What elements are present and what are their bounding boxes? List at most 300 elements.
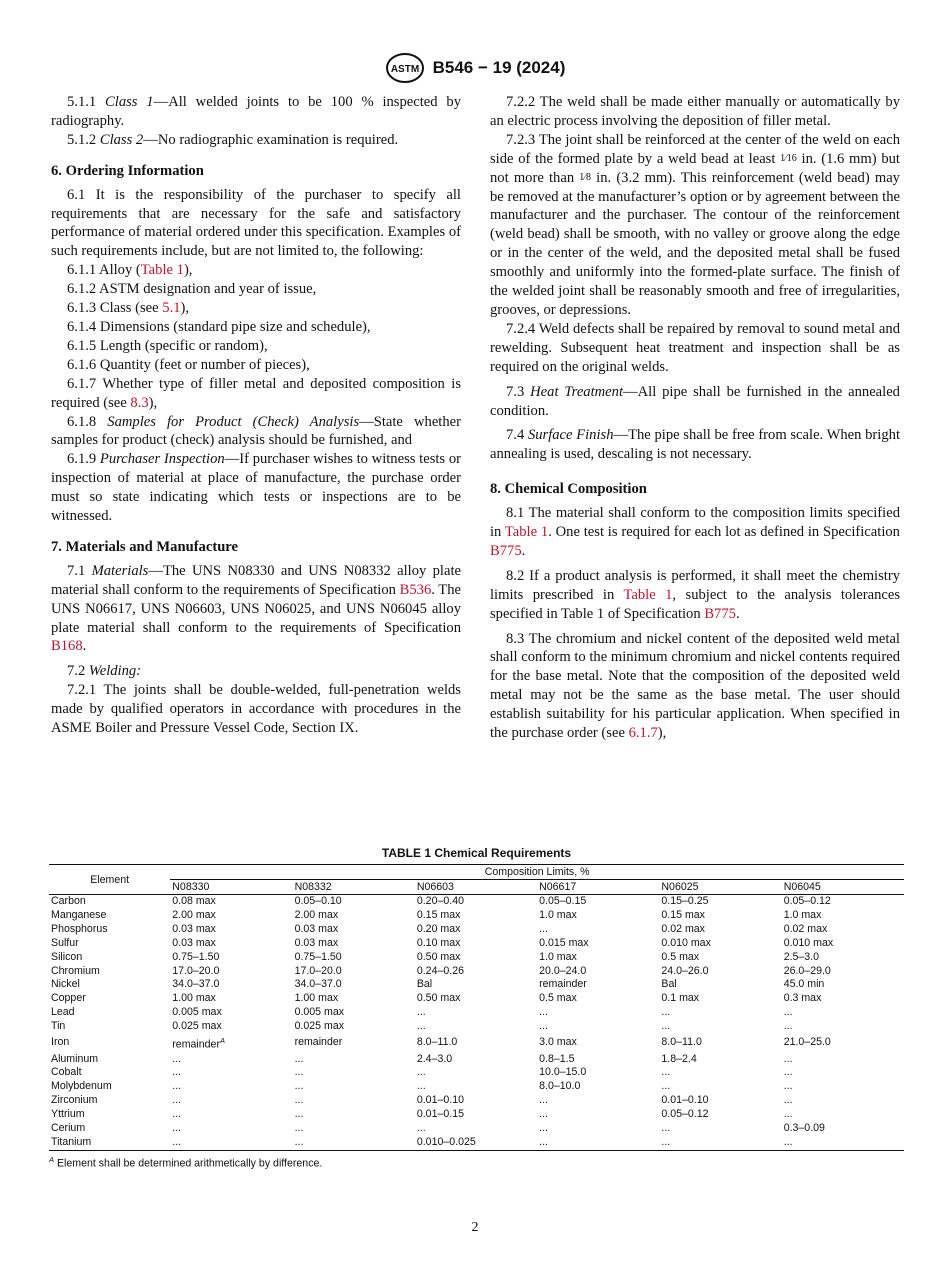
value-text: 0.3 max (783, 992, 822, 1005)
value-text: 2.5–3.0 (783, 950, 820, 963)
fraction: 1⁄8 (579, 171, 591, 183)
value-text: ... (783, 1094, 793, 1107)
value-text: ... (172, 1066, 182, 1079)
value-text: 17.0–20.0 (294, 964, 342, 977)
value-cell (293, 992, 415, 1006)
table-row (49, 1020, 904, 1034)
para-label: Purchaser Inspection (99, 451, 225, 468)
value-text: 0.20 max (416, 922, 461, 935)
para-text: in. (3.2 mm). This reinforcement (weld bead) may be removed at the manufacturer’s option or by agreement between the manufacturer and the purchaser. The contour of the reinforcement (weld bead) shall be smooth, with no valley or groove along the edge or in the center of the weld, and the deposited metal shall be fused smoothly and uniformly into the formed-plate surface. The finish of the welded joint shall be reasonably smooth and free of irregularities, grooves, or depressions. (490, 169, 900, 318)
value-text: remainder (294, 1036, 343, 1049)
value-text: ... (294, 1108, 304, 1121)
element-cell: Zirconium (51, 1094, 98, 1107)
value-cell (293, 1080, 415, 1094)
para-num: 7.4 (506, 427, 525, 444)
value-cell (659, 951, 781, 965)
para-text: 6.1.7 Whether type of filler metal and deposited composition is required (see (51, 375, 461, 411)
para-text: 8.2 If a product analysis is performed, it shall meet the chemistry limits prescribed in (490, 567, 900, 603)
value-cell (537, 1034, 659, 1052)
value-cell (293, 1006, 415, 1020)
value-cell (170, 951, 292, 965)
para-text: . One test is required for each lot as defined in Specification (548, 524, 900, 541)
para-text: . (82, 638, 87, 655)
value-text: 1.0 max (783, 908, 822, 921)
value-cell (659, 1122, 781, 1136)
value-text: ... (172, 1108, 182, 1121)
value-cell (537, 965, 659, 979)
value-cell (659, 1066, 781, 1080)
table-header-row (49, 865, 904, 880)
value-text: ... (539, 922, 548, 935)
element-cell: Iron (51, 1036, 70, 1049)
value-cell (782, 978, 904, 992)
value-cell (293, 978, 415, 992)
table-body (49, 895, 904, 1151)
table-row (49, 895, 904, 909)
value-text: ... (661, 1020, 671, 1033)
value-cell (293, 1053, 415, 1067)
value-text: 1.8–2.4 (661, 1052, 697, 1065)
value-cell (293, 1094, 415, 1108)
value-cell (170, 1053, 292, 1067)
value-text: 0.50 max (416, 950, 461, 963)
value-cell (782, 1094, 904, 1108)
value-cell (293, 1034, 415, 1052)
table-1-link[interactable]: Table 1 (623, 586, 673, 603)
paragraph-6-1-6: 6.1.6 Quantity (feet or number of pieces), (67, 356, 310, 373)
table-row (49, 1034, 904, 1052)
right-column (490, 93, 900, 743)
value-text: ... (661, 1122, 671, 1135)
value-text: 8.0–11.0 (416, 1036, 458, 1049)
value-cell (170, 965, 292, 979)
value-text: ... (783, 1052, 793, 1065)
value-cell (537, 951, 659, 965)
para-label: Samples for Product (Check) Analysis (107, 413, 360, 430)
para-text: —All welded joints to be 100 % inspected by radiography. (51, 94, 461, 129)
value-cell (170, 1108, 292, 1122)
value-text: ... (783, 1066, 793, 1079)
value-text: 0.50 max (416, 992, 461, 1005)
paragraph-7-4 (490, 426, 900, 464)
para-text: . (735, 605, 740, 622)
value-cell (782, 965, 904, 979)
para-text: —If purchaser wishes to witness tests or inspection of material at place of manufacture, the purchase order must so state indicating which tests or inspections are to be witnessed. (51, 451, 461, 525)
value-text: ... (416, 1066, 426, 1079)
table-row (49, 923, 904, 937)
value-text: ... (783, 1135, 793, 1148)
value-text: 0.5 max (539, 992, 577, 1005)
value-cell (415, 937, 537, 951)
value-cell (659, 1136, 781, 1150)
value-text: 0.24–0.26 (416, 964, 464, 977)
value-cell (415, 1136, 537, 1150)
value-cell (659, 937, 781, 951)
value-cell (170, 978, 292, 992)
value-text: ... (172, 1122, 182, 1135)
alloy-header: N06603 (415, 880, 537, 895)
para-num: 6.1.8 (67, 413, 97, 430)
value-text: 8.0–10.0 (539, 1080, 581, 1093)
value-text: ... (539, 1135, 548, 1148)
para-num: 7.3 (506, 383, 525, 400)
paragraph-6-1-4: 6.1.4 Dimensions (standard pipe size and schedule), (67, 318, 371, 335)
value-cell (537, 923, 659, 937)
section-6-1-7-link[interactable]: 6.1.7 (628, 725, 658, 742)
value-cell (170, 909, 292, 923)
value-text: 24.0–26.0 (661, 964, 709, 977)
value-text: ... (783, 1108, 793, 1121)
paragraph-6-1-8 (51, 413, 461, 451)
value-text: 2.4–3.0 (416, 1052, 453, 1065)
chemical-requirements-table-block (49, 846, 904, 1169)
table-1-link[interactable]: Table 1 (140, 262, 184, 279)
footnote-ref: A (219, 1036, 225, 1046)
value-cell (659, 1053, 781, 1067)
para-label: Class 1 (105, 94, 154, 110)
value-cell (170, 937, 292, 951)
value-cell (415, 923, 537, 937)
value-text: 0.1 max (661, 992, 700, 1005)
b775-link[interactable]: B775 (490, 542, 522, 559)
value-text: 0.03 max (172, 936, 216, 949)
footnote-text: Element shall be determined arithmetically by difference. (54, 1157, 323, 1170)
para-num: 5.1.2 (67, 131, 97, 148)
value-cell (659, 1094, 781, 1108)
section-5-1-link[interactable]: 5.1 (162, 300, 181, 317)
value-text: 0.005 max (172, 1006, 222, 1019)
value-cell (170, 1006, 292, 1020)
value-text: ... (661, 1066, 671, 1079)
para-text: ), (148, 394, 158, 411)
para-text: ), (657, 725, 667, 742)
value-cell (782, 1136, 904, 1150)
para-text: ), (180, 300, 190, 317)
value-text: ... (294, 1122, 304, 1135)
value-text: remainder (539, 978, 587, 991)
value-text: ... (172, 1135, 182, 1148)
value-text: ... (172, 1052, 182, 1065)
element-cell: Lead (51, 1006, 75, 1019)
value-text: 0.010 max (661, 936, 711, 949)
value-text: 0.05–0.10 (294, 895, 342, 907)
value-text: 21.0–25.0 (783, 1036, 831, 1049)
table-row (49, 965, 904, 979)
value-cell (537, 909, 659, 923)
value-text: 0.15 max (416, 908, 461, 921)
value-text: 0.03 max (294, 922, 339, 935)
paragraph-5-1-1 (51, 93, 461, 131)
value-text: 0.01–0.10 (661, 1094, 709, 1107)
value-text: 0.015 max (539, 936, 589, 949)
para-text: 8.3 The chromium and nickel content of the deposited weld metal shall conform to the minimum chromium and nickel contents required for the base metal. Note that the composition of the deposited weld metal may not be the same as the base metal. The user should establish suitability for his particular application. When specified in the purchase order (see (490, 630, 900, 742)
paragraph-5-1-2 (51, 131, 461, 150)
value-text: 2.00 max (172, 908, 216, 921)
value-text: 34.0–37.0 (294, 978, 342, 991)
value-text: ... (661, 1006, 671, 1019)
value-text: ... (416, 1006, 426, 1019)
value-text: 0.10 max (416, 936, 461, 949)
table-row (49, 1066, 904, 1080)
para-text: —No radiographic examination is required. (143, 131, 399, 148)
value-cell (170, 1020, 292, 1034)
para-text: 7.2.3 The joint shall be reinforced at the center of the weld on each side of the formed plate by a weld bead at least (490, 131, 900, 167)
paragraph-8-2 (490, 567, 900, 624)
value-text: ... (294, 1094, 304, 1107)
value-text: 8.0–11.0 (661, 1036, 702, 1049)
value-cell (782, 1006, 904, 1020)
element-cell: Chromium (51, 964, 100, 977)
element-cell: Titanium (49, 1136, 170, 1150)
b168-link[interactable]: B168 (51, 638, 83, 655)
element-cell: Aluminum (51, 1052, 99, 1065)
para-label: Welding: (88, 663, 142, 680)
para-text: 6.1.3 Class (see (67, 300, 163, 317)
paragraph-8-3 (490, 630, 900, 743)
value-text: Bal (661, 978, 677, 991)
value-cell (415, 1094, 537, 1108)
value-cell (293, 1020, 415, 1034)
paragraph-7-1 (51, 562, 461, 657)
value-cell (659, 895, 781, 909)
value-cell (170, 1122, 292, 1136)
para-label: Heat Treatment (530, 383, 624, 400)
value-text: 2.00 max (294, 908, 339, 921)
value-text: ... (661, 1135, 671, 1148)
paragraph-6-1-7 (51, 375, 461, 413)
paragraph-6-1: 6.1 It is the responsibility of the purchaser to specify all requirements that are necessary for the safe and satisfactory performance of material ordered under this specification. Examples of such requirements include, but are not limited to, the following: (51, 186, 461, 260)
value-cell (293, 923, 415, 937)
value-text: ... (294, 1052, 304, 1065)
value-cell (782, 937, 904, 951)
element-cell: Yttrium (51, 1108, 85, 1121)
value-text: 0.03 max (172, 922, 216, 935)
para-text: in. (1.6 mm) but not more than (490, 150, 900, 186)
value-text: Bal (416, 978, 433, 991)
value-cell (170, 923, 292, 937)
alloy-header: N08330 (170, 880, 292, 895)
para-num: 6.1.9 (67, 451, 97, 468)
value-text: ... (539, 1108, 548, 1121)
table-row (49, 1136, 904, 1150)
paragraph-7-2 (51, 662, 461, 681)
value-text: 0.05–0.12 (783, 895, 831, 907)
table-row (49, 1094, 904, 1108)
value-cell (415, 978, 537, 992)
value-text: 0.05–0.15 (539, 895, 587, 907)
value-cell (659, 1108, 781, 1122)
paragraph-6-1-2: 6.1.2 ASTM designation and year of issue, (67, 281, 317, 298)
table-row (49, 1006, 904, 1020)
value-cell (415, 1122, 537, 1136)
fraction: 1⁄16 (780, 152, 797, 164)
value-text: 1.0 max (539, 950, 577, 963)
value-cell (537, 1006, 659, 1020)
table-row (49, 937, 904, 951)
paragraph-6-1-1 (51, 261, 461, 280)
para-label: Class 2 (99, 131, 144, 148)
value-text: 0.75–1.50 (294, 950, 342, 963)
value-cell (293, 909, 415, 923)
value-text: 20.0–24.0 (539, 964, 587, 977)
value-cell (659, 965, 781, 979)
value-cell (415, 1053, 537, 1067)
value-cell (170, 992, 292, 1006)
para-text: . The UNS N06617, UNS N06603, UNS N06025, and UNS N06045 alloy plate material shall conform to the requirements of Specification (51, 581, 461, 636)
value-text: 1.0 max (539, 908, 577, 921)
value-cell (415, 1034, 537, 1052)
element-cell: Nickel (51, 978, 80, 991)
value-cell (659, 978, 781, 992)
value-cell (170, 895, 292, 909)
value-cell (659, 1020, 781, 1034)
value-cell (170, 1080, 292, 1094)
table-title: TABLE 1 Chemical Requirements (381, 846, 572, 860)
value-text: 0.3–0.09 (783, 1122, 825, 1135)
value-cell (415, 1006, 537, 1020)
b775-link[interactable]: B775 (704, 605, 736, 622)
value-cell (659, 1034, 781, 1052)
value-cell (293, 1122, 415, 1136)
value-text: 0.02 max (661, 922, 705, 935)
value-text: ... (294, 1080, 304, 1093)
value-text: ... (539, 1006, 548, 1019)
value-cell (415, 965, 537, 979)
b536-link[interactable]: B536 (399, 581, 432, 598)
footnote-marker: A (49, 1154, 55, 1164)
value-cell (170, 1034, 292, 1052)
value-cell (415, 992, 537, 1006)
value-cell (415, 1066, 537, 1080)
value-cell (537, 895, 659, 909)
section-7-heading: 7. Materials and Manufacture (51, 538, 238, 555)
composition-header: Composition Limits, % (170, 865, 904, 880)
value-text: 0.5 max (661, 950, 700, 963)
element-cell: Manganese (51, 908, 107, 921)
page-header (0, 52, 950, 84)
value-text: 0.01–0.10 (416, 1094, 464, 1107)
para-text: —All pipe shall be furnished in the annealed condition. (490, 383, 900, 419)
para-text: 8.1 The material shall conform to the composition limits specified in (490, 505, 900, 541)
left-column (51, 93, 461, 738)
value-cell (415, 1108, 537, 1122)
value-text: ... (416, 1122, 426, 1135)
value-cell (537, 1066, 659, 1080)
value-cell (537, 937, 659, 951)
element-header: Element (49, 865, 170, 895)
value-text: 0.025 max (172, 1020, 222, 1033)
value-cell (415, 951, 537, 965)
value-cell (170, 1094, 292, 1108)
paragraph-7-2-1: 7.2.1 The joints shall be double-welded, full-penetration welds made by qualified operators in accordance with procedures in the ASME Boiler and Pressure Vessel Code, Section IX. (51, 682, 461, 737)
section-6-heading: 6. Ordering Information (51, 162, 204, 179)
para-num: 7.2 (67, 663, 86, 680)
value-text: remainder (172, 1038, 220, 1051)
para-label: Surface Finish (527, 427, 614, 444)
table-row (49, 951, 904, 965)
value-text: ... (783, 1006, 793, 1019)
value-text: 0.15 max (661, 908, 705, 921)
value-text: 26.0–29.0 (783, 964, 831, 977)
value-cell (782, 923, 904, 937)
alloy-header: N06025 (659, 880, 781, 895)
table-row (49, 1080, 904, 1094)
value-cell (170, 1136, 292, 1150)
value-text: ... (416, 1020, 426, 1033)
paragraph-7-2-3 (490, 131, 900, 320)
section-8-3-link[interactable]: 8.3 (130, 394, 149, 411)
element-cell: Cerium (51, 1122, 86, 1135)
table-row (49, 992, 904, 1006)
paragraph-8-1 (490, 504, 900, 561)
paragraph-7-2-4: 7.2.4 Weld defects shall be repaired by removal to sound metal and rewelding. Subsequent heat treatment and inspection shall be as required on the original welds. (490, 320, 900, 375)
value-cell (782, 1053, 904, 1067)
value-cell (537, 1080, 659, 1094)
table-row (49, 1108, 904, 1122)
value-cell (782, 1108, 904, 1122)
value-cell (415, 1080, 537, 1094)
value-cell (537, 1094, 659, 1108)
value-cell (293, 1066, 415, 1080)
value-cell (782, 992, 904, 1006)
paragraph-6-1-9 (51, 450, 461, 526)
document-id: B546 − 19 (2024) (432, 58, 566, 77)
value-cell (659, 909, 781, 923)
value-text: 0.8–1.5 (539, 1052, 575, 1065)
value-cell (782, 895, 904, 909)
value-cell (782, 1066, 904, 1080)
value-text: 0.05–0.12 (661, 1108, 709, 1121)
value-text: ... (539, 1122, 548, 1135)
para-num: 7.1 (67, 562, 86, 579)
para-text: 6.1.1 Alloy ( (67, 262, 141, 279)
paragraph-6-1-5: 6.1.5 Length (specific or random), (67, 337, 268, 354)
para-text: ), (183, 262, 193, 279)
table-row (49, 978, 904, 992)
value-cell (537, 1053, 659, 1067)
table-row (49, 909, 904, 923)
value-text: 0.03 max (294, 936, 339, 949)
value-cell (537, 978, 659, 992)
alloy-header-row (49, 880, 904, 895)
paragraph-7-3 (490, 383, 900, 421)
value-text: 10.0–15.0 (539, 1066, 587, 1079)
table-1-link[interactable]: Table 1 (504, 524, 549, 541)
value-text: 34.0–37.0 (172, 978, 220, 991)
value-cell (659, 923, 781, 937)
value-cell (537, 1136, 659, 1150)
value-text: 1.00 max (172, 992, 216, 1005)
value-text: 0.02 max (783, 922, 828, 935)
value-cell (782, 1034, 904, 1052)
value-text: 17.0–20.0 (172, 964, 220, 977)
element-cell: Molybdenum (51, 1080, 112, 1093)
para-label: Materials (91, 562, 149, 579)
value-text: 0.08 max (172, 895, 216, 907)
element-cell: Cobalt (51, 1066, 82, 1079)
value-text: 1.00 max (294, 992, 339, 1005)
value-cell (293, 1108, 415, 1122)
value-text: ... (172, 1094, 182, 1107)
value-cell (782, 1122, 904, 1136)
element-cell: Phosphorus (51, 922, 108, 935)
value-text: 0.75–1.50 (172, 950, 220, 963)
chemical-requirements-table (49, 864, 904, 1151)
alloy-header: N08332 (293, 880, 415, 895)
value-cell (782, 951, 904, 965)
paragraph-7-2-2: 7.2.2 The weld shall be made either manually or automatically by an electric process involving the deposition of filler metal. (490, 94, 900, 129)
value-cell (415, 1020, 537, 1034)
